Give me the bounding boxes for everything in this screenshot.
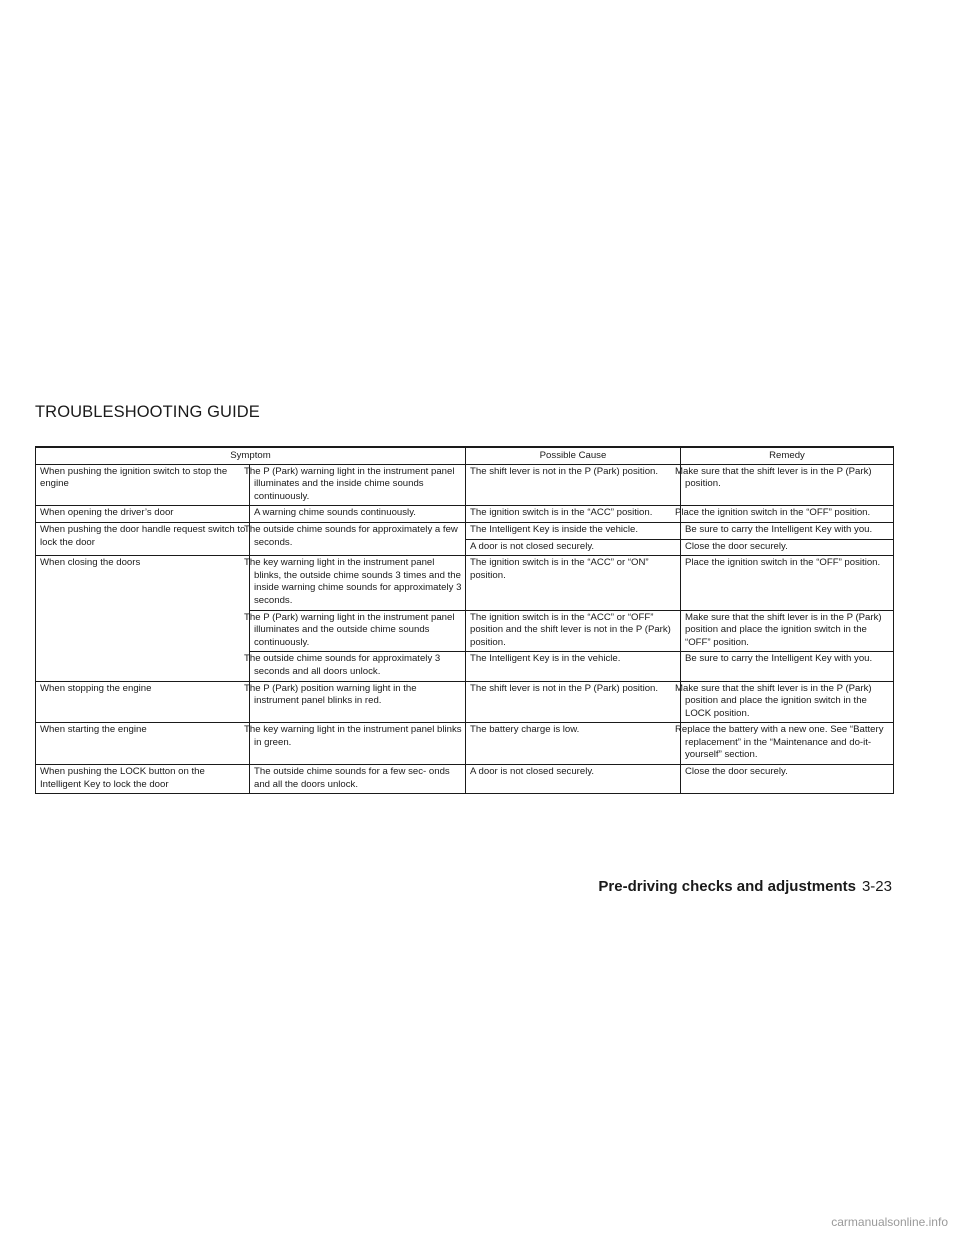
symptom-cell: When starting the engine	[36, 723, 250, 765]
cause-cell: A door is not closed securely.	[466, 539, 681, 556]
remedy-cell: Replace the battery with a new one. See “Battery replacement” in the “Maintenance and do-it-yourself” section.	[681, 723, 894, 765]
remedy-cell: Make sure that the shift lever is in the P (Park) position and place the ignition switch in the LOCK position.	[681, 681, 894, 723]
remedy-cell: Be sure to carry the Intelligent Key with you.	[681, 652, 894, 681]
symptom-cell: When stopping the engine	[36, 681, 250, 723]
remedy-cell: Close the door securely.	[681, 539, 894, 556]
cause-cell: The shift lever is not in the P (Park) position.	[466, 681, 681, 723]
table-row	[36, 464, 894, 506]
symptom-cell: When pushing the door handle request switch to lock the door	[36, 522, 250, 555]
table-row	[36, 681, 894, 723]
condition-cell: The outside chime sounds for approximately a few seconds.	[250, 522, 466, 555]
cause-cell: The shift lever is not in the P (Park) position.	[466, 464, 681, 506]
remedy-cell: Make sure that the shift lever is in the P (Park) position.	[681, 464, 894, 506]
cause-cell: The Intelligent Key is inside the vehicle.	[466, 522, 681, 539]
remedy-cell: Place the ignition switch in the “OFF” position.	[681, 556, 894, 610]
remedy-cell: Be sure to carry the Intelligent Key with you.	[681, 522, 894, 539]
table-header-row	[36, 447, 894, 464]
footer-section-title: Pre-driving checks and adjustments	[598, 878, 856, 895]
page-footer	[598, 878, 892, 895]
table-row	[36, 765, 894, 794]
symptom-cell: When closing the doors	[36, 556, 250, 681]
cause-cell: A door is not closed securely.	[466, 765, 681, 794]
cause-cell: The ignition switch is in the “ACC” position.	[466, 506, 681, 523]
remedy-cell: Place the ignition switch in the “OFF” position.	[681, 506, 894, 523]
condition-cell: The key warning light in the instrument panel blinks in green.	[250, 723, 466, 765]
symptom-cell: When pushing the LOCK button on the Intelligent Key to lock the door	[36, 765, 250, 794]
condition-cell: The P (Park) warning light in the instrument panel illuminates and the inside chime sounds continuously.	[250, 464, 466, 506]
cause-cell: The ignition switch is in the “ACC” or “ON” position.	[466, 556, 681, 610]
header-remedy: Remedy	[681, 447, 894, 464]
remedy-cell: Make sure that the shift lever is in the P (Park) position and place the ignition switch in the “OFF” position.	[681, 610, 894, 652]
header-symptom: Symptom	[36, 447, 466, 464]
troubleshooting-table	[35, 446, 894, 794]
table-row	[36, 522, 894, 539]
page-number: 3-23	[861, 878, 892, 895]
header-possible-cause: Possible Cause	[466, 447, 681, 464]
cause-cell: The ignition switch is in the “ACC” or “OFF” position and the shift lever is not in the P (Park) position.	[466, 610, 681, 652]
condition-cell: The P (Park) position warning light in the instrument panel blinks in red.	[250, 681, 466, 723]
condition-cell: The outside chime sounds for approximately 3 seconds and all doors unlock.	[250, 652, 466, 681]
watermark-text: carmanualsonline.info	[831, 1215, 948, 1229]
section-title: TROUBLESHOOTING GUIDE	[35, 403, 260, 421]
symptom-cell: When opening the driver’s door	[36, 506, 250, 523]
cause-cell: The Intelligent Key is in the vehicle.	[466, 652, 681, 681]
symptom-cell: When pushing the ignition switch to stop the engine	[36, 464, 250, 506]
cause-cell: The battery charge is low.	[466, 723, 681, 765]
condition-cell: The P (Park) warning light in the instrument panel illuminates and the outside chime sounds continuously.	[250, 610, 466, 652]
table-row	[36, 723, 894, 765]
condition-cell: The outside chime sounds for a few sec- onds and all the doors unlock.	[250, 765, 466, 794]
table-row	[36, 556, 894, 610]
table-row	[36, 506, 894, 523]
remedy-cell: Close the door securely.	[681, 765, 894, 794]
condition-cell: A warning chime sounds continuously.	[250, 506, 466, 523]
condition-cell: The key warning light in the instrument panel blinks, the outside chime sounds 3 times and the inside warning chime sounds for approximately 3 seconds.	[250, 556, 466, 610]
